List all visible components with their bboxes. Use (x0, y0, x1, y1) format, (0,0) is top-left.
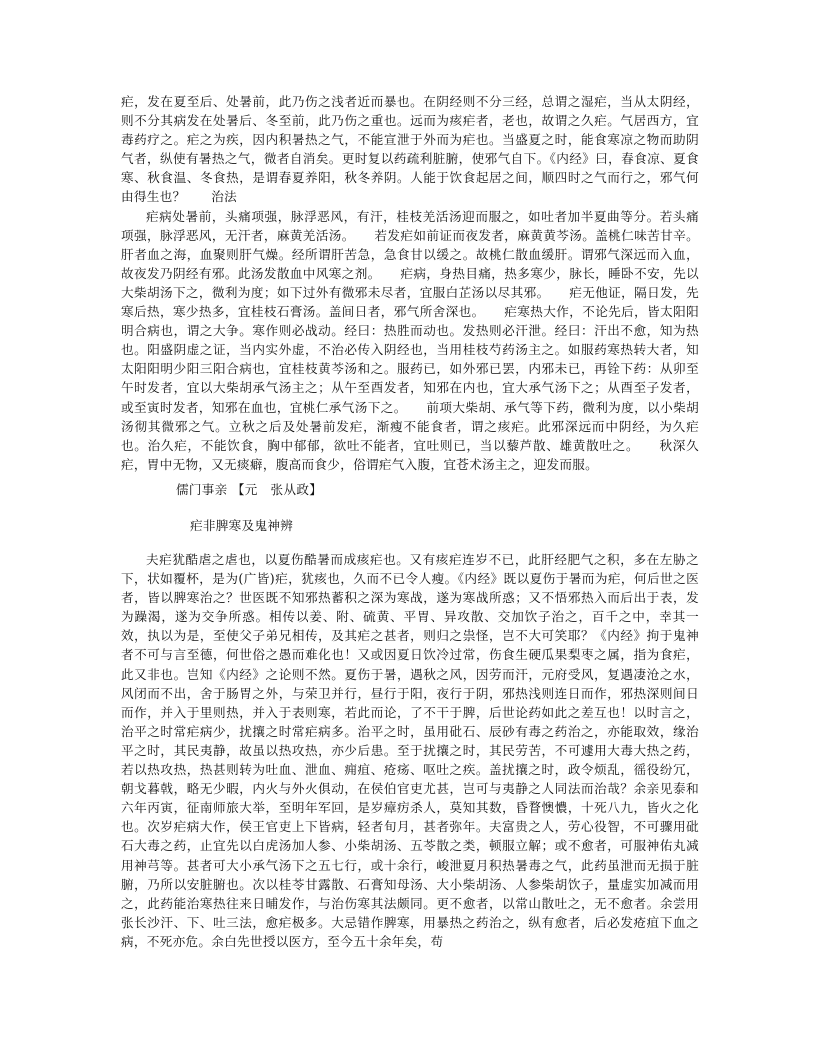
source-citation: 儒门事亲 【元 张从政】 (176, 482, 323, 497)
paragraph-treatment-methods: 疟病处暑前，头痛项强，脉浮恶风，有汗，桂枝羌活汤迎而服之，如吐者加半夏曲等分。若头痛项强，脉浮恶风，无汗者，麻黄羌活汤。 若发疟如前证而夜发者，麻黄黄芩汤。盖桃仁味苦甘辛。肝者血之海，血聚则肝气燥。经所谓肝苦急，急食甘以缓之。故桃仁散血缓肝。谓邪气深远而入血，故夜发乃阴经有邪。此汤发散血中风寒之剂。 疟病，身热目痛，热多寒少，脉长，睡卧不安，先以大柴胡汤下之，微利为度；如下过外有微邪未尽者，宜服白芷汤以尽其邪。 疟无他证，隔日发，先寒后热，寒少热多，宜桂枝石膏汤。盖间日者，邪气所舍深也。 疟寒热大作，不论先后，皆太阳阳明合病也，谓之大争。寒作则必战动。经曰：热胜而动也。发热则必汗泄。经曰：汗出不愈，知为热也。阳盛阴虚之证，当内实外虚，不治必传入阴经也，当用桂枝芍药汤主之。如服药寒热转大者，知太阳阳明少阳三阳合病也，宜桂枝黄芩汤和之。服药已，如外邪已罢，内邪未已，再铨下药：从卯至午时发者，宜以大柴胡承气汤主之；从午至酉发者，知邪在内也，宜大承气汤下之；从酉至子发者，或至寅时发者，知邪在血也，宜桃仁承气汤下之。 前项大柴胡、承气等下药，微利为度，以小柴胡汤彻其微邪之气。立秋之后及处暑前发疟，渐瘦不能食者，谓之痎疟。此邪深远而中阴经，为久疟也。治久疟，不能饮食，胸中郁郁，欲吐不能者，宜吐则已，当以藜芦散、雄黄散吐之。 秋深久疟，胃中无物，又无痰癖，腹高而食少，俗谓疟气入腹，宜苍术汤主之，迎发而服。 (121, 208, 699, 472)
paragraph-discussion: 夫疟犹酷虐之虐也，以夏伤酷暑而成痎疟也。又有痎疟连岁不已，此肝经肥气之积，多在左胁之下，状如覆杯，是为(广皆)疟，犹痎也，久而不已令人瘦。《内经》既以夏伤于暑而为疟，何后世之医者，皆以脾寒治之？世医既不知邪热蓄积之深为寒战，遂为寒战所惑；又不悟邪热入而后出于表，发为躁渴，遂为交争所惑。相传以姜、附、硫黄、平胃、异攻散、交加饮子治之，百千之中，幸其一效，执以为是，至使父子弟兄相传，及其疟之甚者，则归之祟怪，岂不大可笑耶？《内经》拘于鬼神者不可与言至德，何世俗之愚而难化也！又或因夏日饮冷过常，伤食生硬瓜果梨枣之属，指为食疟，此又非也。岂知《内经》之论则不然。夏伤于暑，遇秋之风，因劳而汗，元府受风，复遇凄沧之水，风闭而不出，舍于肠胃之外，与荣卫并行，昼行于阳，夜行于阴，邪热浅则连日而作，邪热深则间日而作，并入于里则热，并入于表则寒，若此而论，了不干于脾，后世论药如此之差互也！以时言之，治平之时常疟病少，扰攘之时常疟病多。治平之时，虽用砒石、辰砂有毒之药治之，亦能取效，缘治平之时，其民夷静，故虽以热攻热，亦少后患。至于扰攘之时，其民劳苦，不可遽用大毒大热之药，若以热攻热，热甚则转为吐血、泄血、痈疽、疮疡、呕吐之疾。盖扰攘之时，政令烦乱，徭役纷冗，朝戈暮戟，略无少暇，内火与外火俱动，在侯伯官吏尤甚，岂可与夷静之人同法而治哉？余亲见泰和六年丙寅，征南师旅大举，至明年军回，是岁瘴疠杀人，莫知其数，昏瞀懊憹，十死八九，皆火之化也。次岁疟病大作，侯王官吏上下皆病，轻者旬月，甚者弥年。夫富贵之人，劳心役智，不可骤用砒石大毒之药，止宜先以白虎汤加人参、小柴胡汤、五苓散之类，顿服立解；或不愈者，可服神佑丸减用神芎等。甚者可大小承气汤下之五七行，或十余行，峻泄夏月积热暑毒之气，此药虽泄而无损于脏腑，乃所以安脏腑也。次以桂苓甘露散、石膏知母汤、大小柴胡汤、人参柴胡饮子，量虚实加减而用之，此药能治寒热往来日晡发作，与治伤寒其法颇同。更不愈者，以常山散吐之，无不愈者。余尝用张长沙汗、下、吐三法，愈疟极多。大忌错作脾寒，用暴热之药治之，纵有愈者，后必发疮疽下血之病，不死亦危。余白先世授以医方，至今五十余年矣，苟 (121, 552, 699, 949)
paragraph-malaria-causes: 疟，发在夏至后、处暑前，此乃伤之浅者近而暴也。在阴经则不分三经，总谓之湿疟，当从太阴经，则不分其病发在处暑后、冬至前，此乃伤之重也。远而为痎疟者，老也，故谓之久疟。气居西方，宜毒药疗之。疟之为疾，因内积暑热之气，不能宣泄于外而为疟也。当盛夏之时，能食寒凉之物而助阴气者，纵使有暑热之气，微者自消矣。更时复以药疏利脏腑，使邪气自下。《内经》曰，春食凉、夏食寒、秋食温、冬食热，是谓春夏养阳，秋冬养阴。人能于饮食起居之间，顺四时之气而行之，邪气何由得生也？ 治法 (121, 94, 699, 205)
lower-text-block (121, 550, 699, 951)
section-heading: 疟非脾寒及鬼神辨 (190, 518, 294, 533)
upper-text-block (121, 92, 699, 474)
